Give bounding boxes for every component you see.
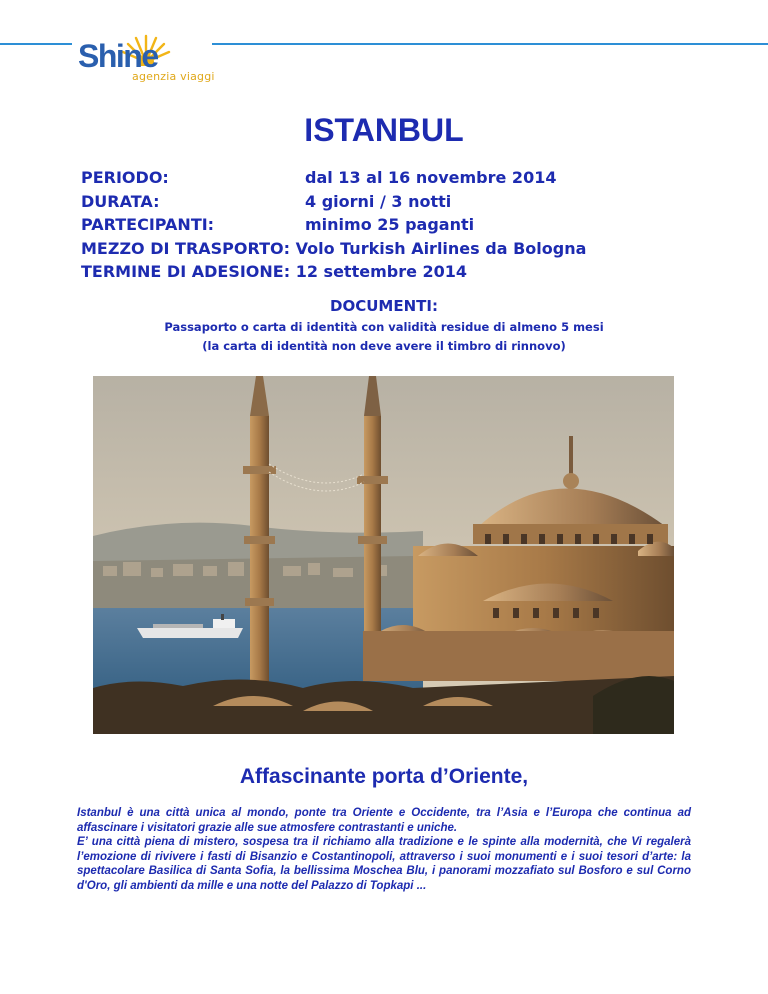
partecipanti-value: minimo 25 paganti — [305, 215, 475, 234]
description — [77, 806, 691, 893]
brand-name: Shine — [78, 38, 158, 74]
header-rule-right — [212, 43, 768, 45]
page-title: ISTANBUL — [304, 112, 464, 148]
info-row-adesione — [81, 260, 586, 284]
durata-label: DURATA: — [81, 191, 160, 211]
trasporto-label: MEZZO DI TRASPORTO: — [81, 238, 291, 258]
description-paragraph-2: E’ una città piena di mistero, sospesa tra il richiamo alla tradizione e le spinte alla modernità, che Vi regalerà l’emozione di rivivere i fasti di Bisanzio e Costantinopoli, attraverso i suoi monumenti e i suoi tesori d’arte: la spettacolare Basilica di Santa Sofia, la bellissima Moschea Blu, i panorami mozzafiato sul Bosforo e sul Corno d'Oro, gli ambienti da mille e una notte del Palazzo di Topkapi ... — [77, 836, 691, 892]
shine-logo — [76, 32, 216, 88]
partecipanti-label: PARTECIPANTI: — [81, 215, 215, 234]
mosque-illustration — [93, 376, 674, 734]
durata-value: 4 giorni / 3 notti — [305, 191, 452, 211]
documents-title: DOCUMENTI: — [330, 297, 438, 315]
info-row-partecipanti — [81, 213, 586, 237]
periodo-label: PERIODO: — [81, 168, 169, 187]
trasporto-value: Volo Turkish Airlines da Bologna — [295, 238, 587, 258]
adesione-label: TERMINE DI ADESIONE: — [81, 262, 291, 281]
subtitle: Affascinante porta d’Oriente, — [239, 765, 529, 788]
info-row-trasporto — [81, 237, 586, 261]
info-row-durata — [81, 190, 586, 214]
header-rule-left — [0, 43, 72, 45]
brand-tagline: agenzia viaggi — [132, 70, 215, 83]
periodo-value: dal 13 al 16 novembre 2014 — [305, 168, 557, 187]
blue-mosque-photo — [93, 376, 674, 734]
adesione-value: 12 settembre 2014 — [295, 262, 468, 281]
description-paragraph-1: Istanbul è una città unica al mondo, ponte tra Oriente e Occidente, tra l’Asia e l’Europa che continua ad affascinare i visitatori grazie alle sue atmosfere contrastanti e uniche. — [77, 807, 691, 834]
documents-line-1: Passaporto o carta di identità con validità residue di almeno 5 mesi — [164, 320, 604, 334]
documents-line-2: (la carta di identità non deve avere il timbro di rinnovo) — [202, 339, 566, 353]
trip-info — [81, 166, 586, 284]
info-row-periodo — [81, 166, 586, 190]
